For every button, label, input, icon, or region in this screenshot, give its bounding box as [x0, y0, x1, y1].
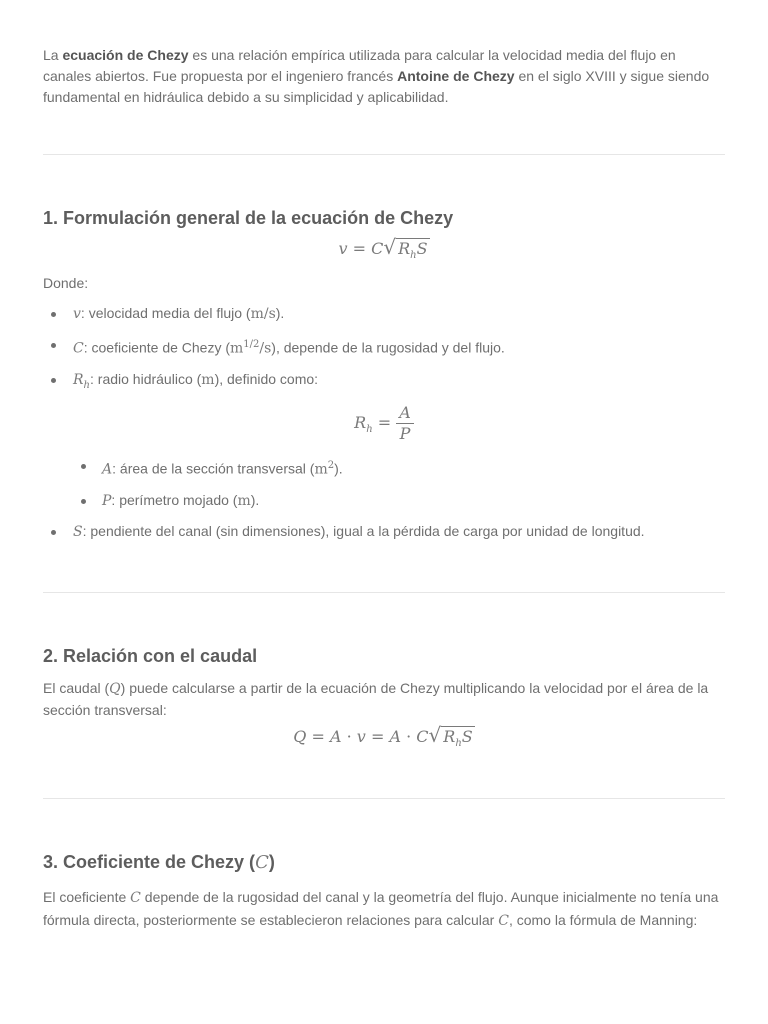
eq-coefficient: C [416, 727, 429, 747]
var-tail: ). [334, 461, 343, 478]
var-symbol: P [102, 493, 112, 510]
var-symbol: Q [109, 681, 121, 698]
var-tail: ). [275, 305, 285, 321]
intro-paragraph [43, 0, 725, 108]
eq-area: A [329, 727, 342, 747]
divider [43, 154, 725, 155]
radicand [441, 726, 474, 750]
var-unit-sup: 1/2 [243, 339, 260, 350]
eq-radius: R [443, 727, 456, 747]
section-2-paragraph [43, 678, 725, 721]
section-3-paragraph [43, 886, 725, 932]
intro-text: es una relación empírica utilizada para calcular la velocidad media del flujo en canales abiertos. Fue propuesta por el ingeniero francés [43, 47, 676, 84]
intro-text: La [43, 47, 63, 63]
radicand [396, 238, 429, 262]
rh-sub: h [366, 424, 373, 436]
eq-slope: S [416, 239, 428, 258]
sqrt-expression [383, 237, 429, 266]
list-item [43, 303, 725, 325]
eq-equals: = [370, 727, 385, 747]
var-sub: h [83, 379, 90, 391]
rh-symbol: R [354, 413, 367, 433]
eq-sub: h [410, 250, 417, 262]
var-unit: /s [259, 340, 272, 357]
var-text: : pendiente del canal (sin dimensiones), igual a la pérdida de carga por unidad de longitud. [82, 523, 645, 540]
fraction [396, 403, 414, 444]
sqrt-expression [429, 725, 475, 754]
variables-list-cont [43, 521, 725, 543]
eq-dot: · [406, 727, 412, 747]
var-symbol: C [498, 913, 509, 930]
list-item [43, 521, 725, 543]
fraction-numerator: A [396, 403, 414, 424]
eq-flow: Q [293, 727, 307, 747]
var-text: : coeficiente de Chezy ( [83, 339, 231, 356]
var-symbol: S [73, 524, 83, 541]
var-unit: m/s [250, 306, 276, 322]
divider [43, 798, 725, 799]
var-symbol: A [102, 462, 113, 479]
var-unit: m [314, 462, 328, 479]
list-item [43, 334, 725, 360]
donde-label: Donde: [43, 275, 89, 291]
eq-slope: S [461, 727, 473, 747]
flow-equation [43, 725, 725, 755]
title-text: ) [268, 852, 275, 873]
var-text: : radio hidráulico ( [90, 370, 202, 387]
eq-coefficient: C [371, 239, 384, 258]
eq-equals: = [311, 727, 325, 747]
fraction-denominator: P [399, 424, 411, 444]
eq-sub: h [455, 738, 462, 750]
var-symbol: R [73, 371, 84, 388]
list-item [43, 490, 725, 512]
var-unit: m [201, 371, 215, 388]
list-item [43, 455, 725, 481]
eq-area: A [389, 727, 401, 747]
paragraph-text: El coeficiente [43, 889, 131, 906]
section-1-title: 1. Formulación general de la ecuación de Chezy [43, 208, 454, 228]
intro-bold-name: Antoine de Chezy [397, 68, 515, 84]
divider [43, 592, 725, 593]
var-unit: m [237, 493, 251, 510]
var-tail: ). [250, 492, 260, 509]
intro-text: en el siglo XVIII y sigue siendo fundamental en hidráulica debido a su simplicidad y aplicabilidad. [43, 68, 710, 105]
eq-equals: = [377, 413, 392, 433]
chezy-equation [43, 237, 725, 267]
intro-bold-term: ecuación de Chezy [62, 47, 189, 63]
var-tail: ), depende de la rugosidad y del flujo. [271, 339, 505, 356]
title-symbol: C [255, 852, 269, 874]
var-text: : perímetro mojado ( [111, 492, 238, 509]
var-symbol: v [73, 306, 81, 322]
sub-variables-list [43, 455, 725, 512]
var-unit: m [230, 340, 244, 357]
paragraph-text: depende de la rugosidad del canal y la geometría del flujo. Aunque inicialmente no tenía una fórmula directa, posteriormente se establecieron relaciones para calcular [43, 889, 719, 929]
paragraph-text: ) puede calcularse a partir de la ecuación de Chezy multiplicando la velocidad por el área de la sección transversal: [43, 680, 709, 719]
var-unit-sup: 2 [327, 460, 335, 472]
sqrt-symbol: √ [383, 235, 397, 259]
section-3-title [43, 850, 725, 875]
eq-radius: R [398, 239, 411, 258]
list-item [43, 369, 725, 396]
eq-equals: = [352, 239, 366, 258]
var-text: : área de la sección transversal ( [112, 461, 315, 478]
var-tail: ), definido como: [214, 370, 319, 387]
var-text: : velocidad media del flujo ( [80, 305, 251, 321]
title-text: 3. Coeficiente de Chezy ( [43, 852, 256, 873]
paragraph-text: , como la fórmula de Manning: [508, 912, 698, 929]
var-symbol: C [130, 890, 141, 907]
eq-velocity: v [356, 727, 366, 747]
eq-dot: · [346, 727, 352, 747]
variables-list [43, 303, 725, 395]
var-symbol: C [73, 340, 84, 357]
section-2-title: 2. Relación con el caudal [43, 646, 258, 667]
sqrt-symbol: √ [428, 723, 442, 748]
hydraulic-radius-equation [43, 403, 725, 449]
eq-velocity: v [338, 239, 348, 258]
paragraph-text: El caudal ( [43, 680, 110, 697]
